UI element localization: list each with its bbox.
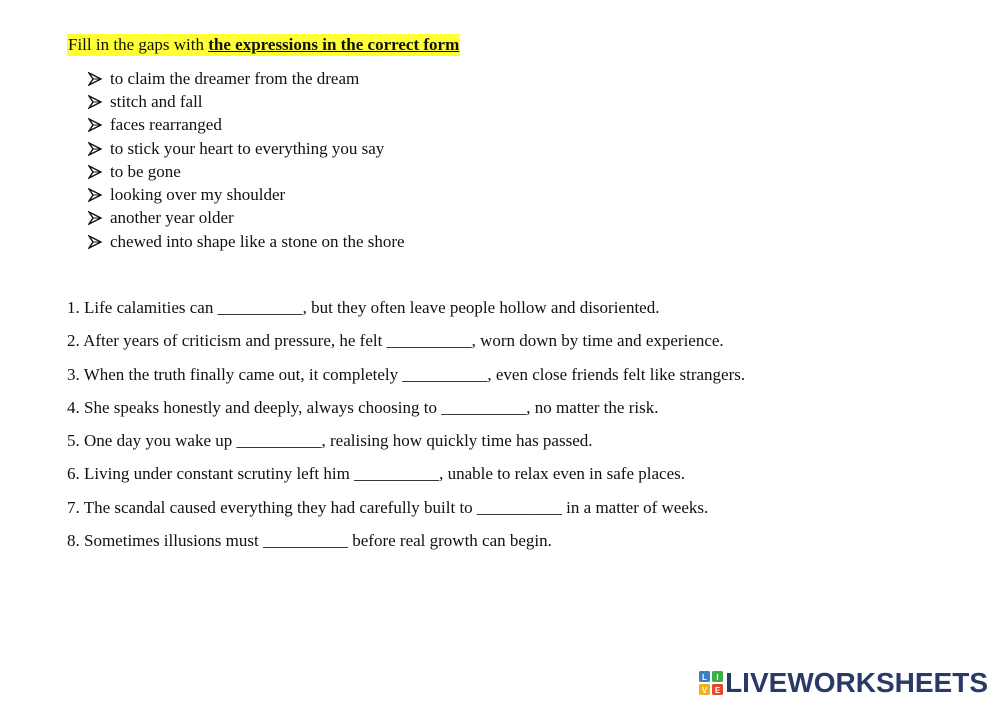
arrowhead-bullet-icon [88,188,110,202]
arrowhead-bullet-icon [88,235,110,249]
answer-gap[interactable]: __________ [263,531,348,551]
question-text-before: Living under constant scrutiny left him [84,464,355,484]
question-text-before: When the truth finally came out, it completely [83,364,403,384]
arrowhead-bullet-icon [88,142,110,156]
expression-text: to stick your heart to everything you say [110,138,385,158]
svg-text:L: L [702,673,708,682]
question-text-before: One day you wake up [84,431,237,451]
liveworksheets-logo[interactable] [699,668,988,698]
question-text-before: Sometimes illusions must [84,531,263,551]
logo-text: LIVEWORKSHEETS [725,667,988,698]
answer-gap[interactable]: __________ [402,364,488,384]
question-item [67,497,745,530]
answer-gap[interactable]: __________ [386,331,472,351]
svg-text:E: E [714,686,721,695]
question-list [67,297,745,563]
expression-item [88,230,405,253]
question-number: 2. [67,331,80,351]
question-item [67,330,745,363]
question-number: 6. [67,464,80,484]
expression-text: faces rearranged [110,115,222,135]
arrowhead-bullet-icon [88,211,110,225]
instruction-heading [67,34,460,56]
question-item [67,463,745,496]
arrowhead-bullet-icon [88,165,110,179]
question-number: 1. [67,298,80,317]
expression-text: another year older [110,208,234,228]
question-number: 4. [67,397,80,417]
liveworksheets-logo-icon [699,671,723,695]
question-number: 3. [67,364,80,384]
question-text-after: , but they often leave people hollow and disoriented. [302,298,660,317]
question-number: 8. [67,531,80,551]
question-text-after: in a matter of weeks. [561,497,709,517]
question-text-before: After years of criticism and pressure, he felt [83,331,387,351]
expression-text: to claim the dreamer from the dream [110,68,360,88]
answer-gap[interactable]: __________ [236,431,322,451]
answer-gap[interactable]: __________ [476,497,562,517]
question-text-before: Life calamities can [84,298,218,317]
svg-text:V: V [701,686,708,695]
expression-item [88,137,405,160]
expression-text: chewed into shape like a stone on the shore [110,231,405,251]
question-text-after: , no matter the risk. [526,397,659,417]
expression-item [88,114,405,137]
expression-item [88,67,405,90]
question-item [67,430,745,463]
question-item [67,364,745,397]
expression-list [88,67,405,253]
instruction-emphasis: the expressions in the correct form [208,35,460,54]
expression-item [88,183,405,206]
question-text-after: , even close friends felt like strangers. [487,364,746,384]
expression-item [88,90,405,113]
question-text-after: , realising how quickly time has passed. [321,431,593,451]
arrowhead-bullet-icon [88,95,110,109]
answer-gap[interactable]: __________ [441,397,527,417]
question-item [67,530,745,563]
instruction-prefix: Fill in the gaps with [68,35,209,54]
expression-text: to be gone [110,161,181,181]
question-number: 7. [67,497,80,517]
arrowhead-bullet-icon [88,72,110,86]
question-text-before: She speaks honestly and deeply, always choosing to [84,397,442,417]
answer-gap[interactable]: __________ [217,298,303,317]
expression-item [88,160,405,183]
arrowhead-bullet-icon [88,118,110,132]
expression-item [88,207,405,230]
question-text-before: The scandal caused everything they had carefully built to [83,497,477,517]
answer-gap[interactable]: __________ [354,464,440,484]
svg-text:I: I [716,673,719,682]
question-item [67,397,745,430]
question-text-after: before real growth can begin. [348,531,552,551]
question-number: 5. [67,431,80,451]
question-text-after: , unable to relax even in safe places. [439,464,685,484]
expression-text: looking over my shoulder [110,185,286,205]
expression-text: stitch and fall [110,91,203,111]
question-text-after: , worn down by time and experience. [471,331,724,351]
question-item [67,297,745,330]
